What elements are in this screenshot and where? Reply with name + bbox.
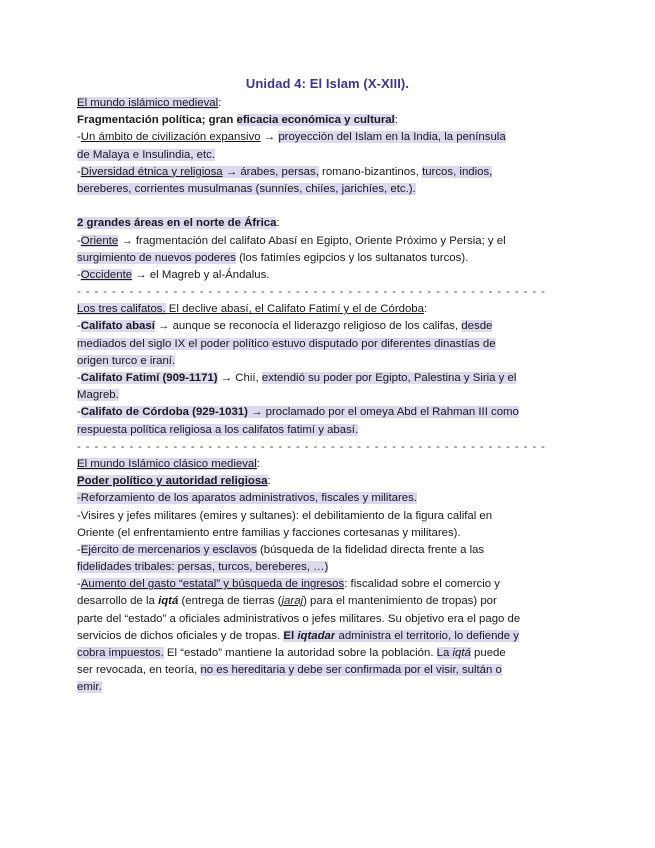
text-line [77, 301, 580, 318]
highlighted-text: no es hereditaria y debe ser confirmada por el visir, sultán o [200, 664, 502, 677]
text-segment: : fiscalidad sobre el comercio y [344, 578, 500, 591]
text-line [77, 508, 580, 525]
highlighted-text: cobra impuestos. [77, 647, 164, 659]
text-line [77, 525, 580, 542]
text-segment: - [77, 131, 81, 144]
highlighted-text: iqtá [452, 647, 471, 659]
highlighted-text: Poder político y autoridad religiosa [77, 475, 268, 488]
highlighted-text: surgimiento de nuevos poderes [77, 251, 236, 264]
highlighted-text: Califato de Córdoba (929-1031) [80, 406, 248, 419]
text-line [77, 645, 580, 662]
highlighted-text: → proclamado por el omeya Abd el Rahman III como [247, 406, 519, 419]
highlighted-text: El [283, 629, 298, 642]
highlighted-text: La [436, 647, 453, 659]
text-line [77, 181, 580, 198]
text-segment: → aunque se reconocía el liderazgo religioso de los califas, [154, 320, 462, 333]
highlighted-text: respuesta política religiosa a los califatos fatimí y abasí. [77, 423, 359, 436]
highlighted-text: El mundo islámico medieval [77, 97, 219, 109]
text-segment: : [394, 114, 398, 127]
text-line [77, 490, 580, 507]
text-line [77, 353, 580, 370]
highlighted-text: Diversidad étnica y religiosa [80, 165, 223, 178]
text-line [77, 679, 580, 696]
highlighted-text: turcos, indios, [422, 165, 493, 178]
document-title: Unidad 4: El Islam (X-XIII). [245, 76, 410, 91]
text-line [77, 95, 580, 112]
highlighted-text: mediados del siglo IX el poder político estuvo disputado por diferentes dinastías de [77, 337, 496, 350]
text-segment: : [218, 97, 222, 109]
section-separator: - - - - - - - - - - - - - - - - - - - - - - - - - - - - - - - - - - - - - - - - - - - - - - - - - - - - - - [77, 440, 546, 453]
text-segment: El declive abasí, el Califato Fatimí y el de Córdoba [165, 303, 424, 316]
highlighted-text: Magreb. [77, 389, 119, 402]
highlighted-text: administra el territorio, lo defiende y [335, 629, 519, 642]
text-segment: → el Magreb y al-Ándalus. [132, 268, 270, 281]
highlighted-text: proyección del Islam en la India, la península [278, 131, 506, 144]
text-line [77, 370, 580, 387]
highlighted-text: iqtadar [297, 629, 336, 642]
highlighted-text: Ejército de mercenarios y esclavos [80, 543, 257, 556]
section-separator: - - - - - - - - - - - - - - - - - - - - - - - - - - - - - - - - - - - - - - - - - - - - - - - - - - - - - - [77, 286, 546, 299]
text-segment: romano-bizantinos, [318, 165, 423, 178]
text-line [77, 422, 580, 439]
text-line [77, 662, 580, 679]
text-line [77, 318, 580, 335]
highlighted-text: Califato Fatimí (909-1171) [80, 372, 218, 384]
text-segment: (búsqueda de la fidelidad directa frente a las [256, 543, 485, 556]
text-segment: - [77, 165, 81, 178]
blank-line [77, 198, 580, 215]
highlighted-text: El mundo Islámico clásico medieval [77, 457, 257, 470]
text-segment: -Visires y jefes militares (emires y sultanes): el debilitamiento de la figura califal en [77, 509, 493, 522]
highlighted-text: Aumento del gasto “estatal” y búsqueda de ingresos [80, 578, 345, 591]
text-segment: : [256, 457, 260, 470]
text-line [77, 628, 580, 645]
text-segment: → Chií, [217, 372, 262, 384]
text-segment: ) para el mantenimiento de tropas) por [303, 595, 497, 608]
text-segment: - [77, 543, 81, 556]
text-line [77, 112, 580, 129]
highlighted-text: Califato abasí [80, 320, 155, 333]
text-line [77, 336, 580, 353]
text-segment: Fragmentación política; gran [77, 114, 237, 127]
text-segment: → fragmentación del califato Abasí en Egipto, Oriente Próximo y Persia; y el [118, 234, 506, 247]
text-segment: : [267, 475, 271, 488]
text-line [77, 250, 580, 267]
text-line [77, 267, 580, 284]
text-segment: (los fatimíes egipcios y los sultanatos turcos). [235, 251, 469, 264]
highlighted-text: eficacia económica y cultural [236, 114, 395, 127]
text-segment: servicios de dichos oficiales y de tropas. [77, 629, 284, 642]
highlighted-text: extendió su poder por Egipto, Palestina y Siria y el [261, 372, 517, 384]
text-line [77, 593, 580, 610]
text-segment: : [423, 303, 428, 316]
text-segment: - [77, 406, 81, 419]
text-line [77, 147, 580, 164]
text-segment: (entrega de tierras ( [178, 595, 282, 608]
highlighted-text: → árabes, persas, [222, 165, 319, 178]
text-segment: jaraj [281, 595, 304, 608]
text-line [77, 611, 580, 628]
highlighted-text: Oriente [80, 234, 119, 247]
highlighted-text: emir. [77, 681, 102, 694]
text-line [77, 473, 580, 490]
text-segment: desarrollo de la [77, 595, 159, 608]
text-line [77, 559, 580, 576]
highlighted-text: 2 grandes áreas en el norte de África [77, 217, 277, 230]
text-segment: Oriente (el enfrentamiento entre familias y facciones cortesanas y militares). [77, 526, 461, 539]
highlighted-text: origen turco e iraní. [77, 354, 176, 367]
text-line [77, 404, 580, 421]
document-body [77, 95, 580, 697]
text-line [77, 542, 580, 559]
text-segment: El “estado” mantiene la autoridad sobre la población. [163, 647, 437, 659]
text-segment: - [77, 578, 81, 591]
highlighted-text: -Reforzamiento de los aparatos administrativos, fiscales y militares. [77, 492, 417, 505]
text-segment: → [260, 131, 279, 144]
text-segment: - [77, 234, 81, 247]
text-segment: - [77, 372, 81, 384]
text-line [77, 215, 580, 232]
text-line [77, 456, 580, 473]
highlighted-text: Los tres califatos. [77, 303, 166, 316]
text-segment: iqtá [158, 595, 179, 608]
text-segment: ser revocada, en teoría, [77, 664, 201, 677]
highlighted-text: desde [461, 320, 493, 333]
highlighted-text: Occidente [80, 268, 133, 281]
text-segment: : [276, 217, 280, 230]
text-segment: puede [470, 647, 506, 659]
text-line [77, 164, 580, 181]
text-line [77, 387, 580, 404]
text-line [77, 576, 580, 593]
highlighted-text: bereberes, corrientes musulmanas (sunníes, chiíes, jarichíes, etc.). [77, 182, 416, 195]
text-segment: Un ámbito de civilización expansivo [80, 131, 261, 144]
highlighted-text: fidelidades tribales: persas, turcos, bereberes, …) [77, 561, 329, 574]
text-line [77, 233, 580, 250]
text-segment: - [77, 320, 81, 333]
text-segment: - [77, 268, 81, 281]
text-segment: parte del “estado” a oficiales administrativos o jefes militares. Su objetivo era el pago de [77, 612, 521, 625]
highlighted-text: de Malaya e Insulindia, etc. [77, 148, 216, 161]
text-line [77, 129, 580, 146]
